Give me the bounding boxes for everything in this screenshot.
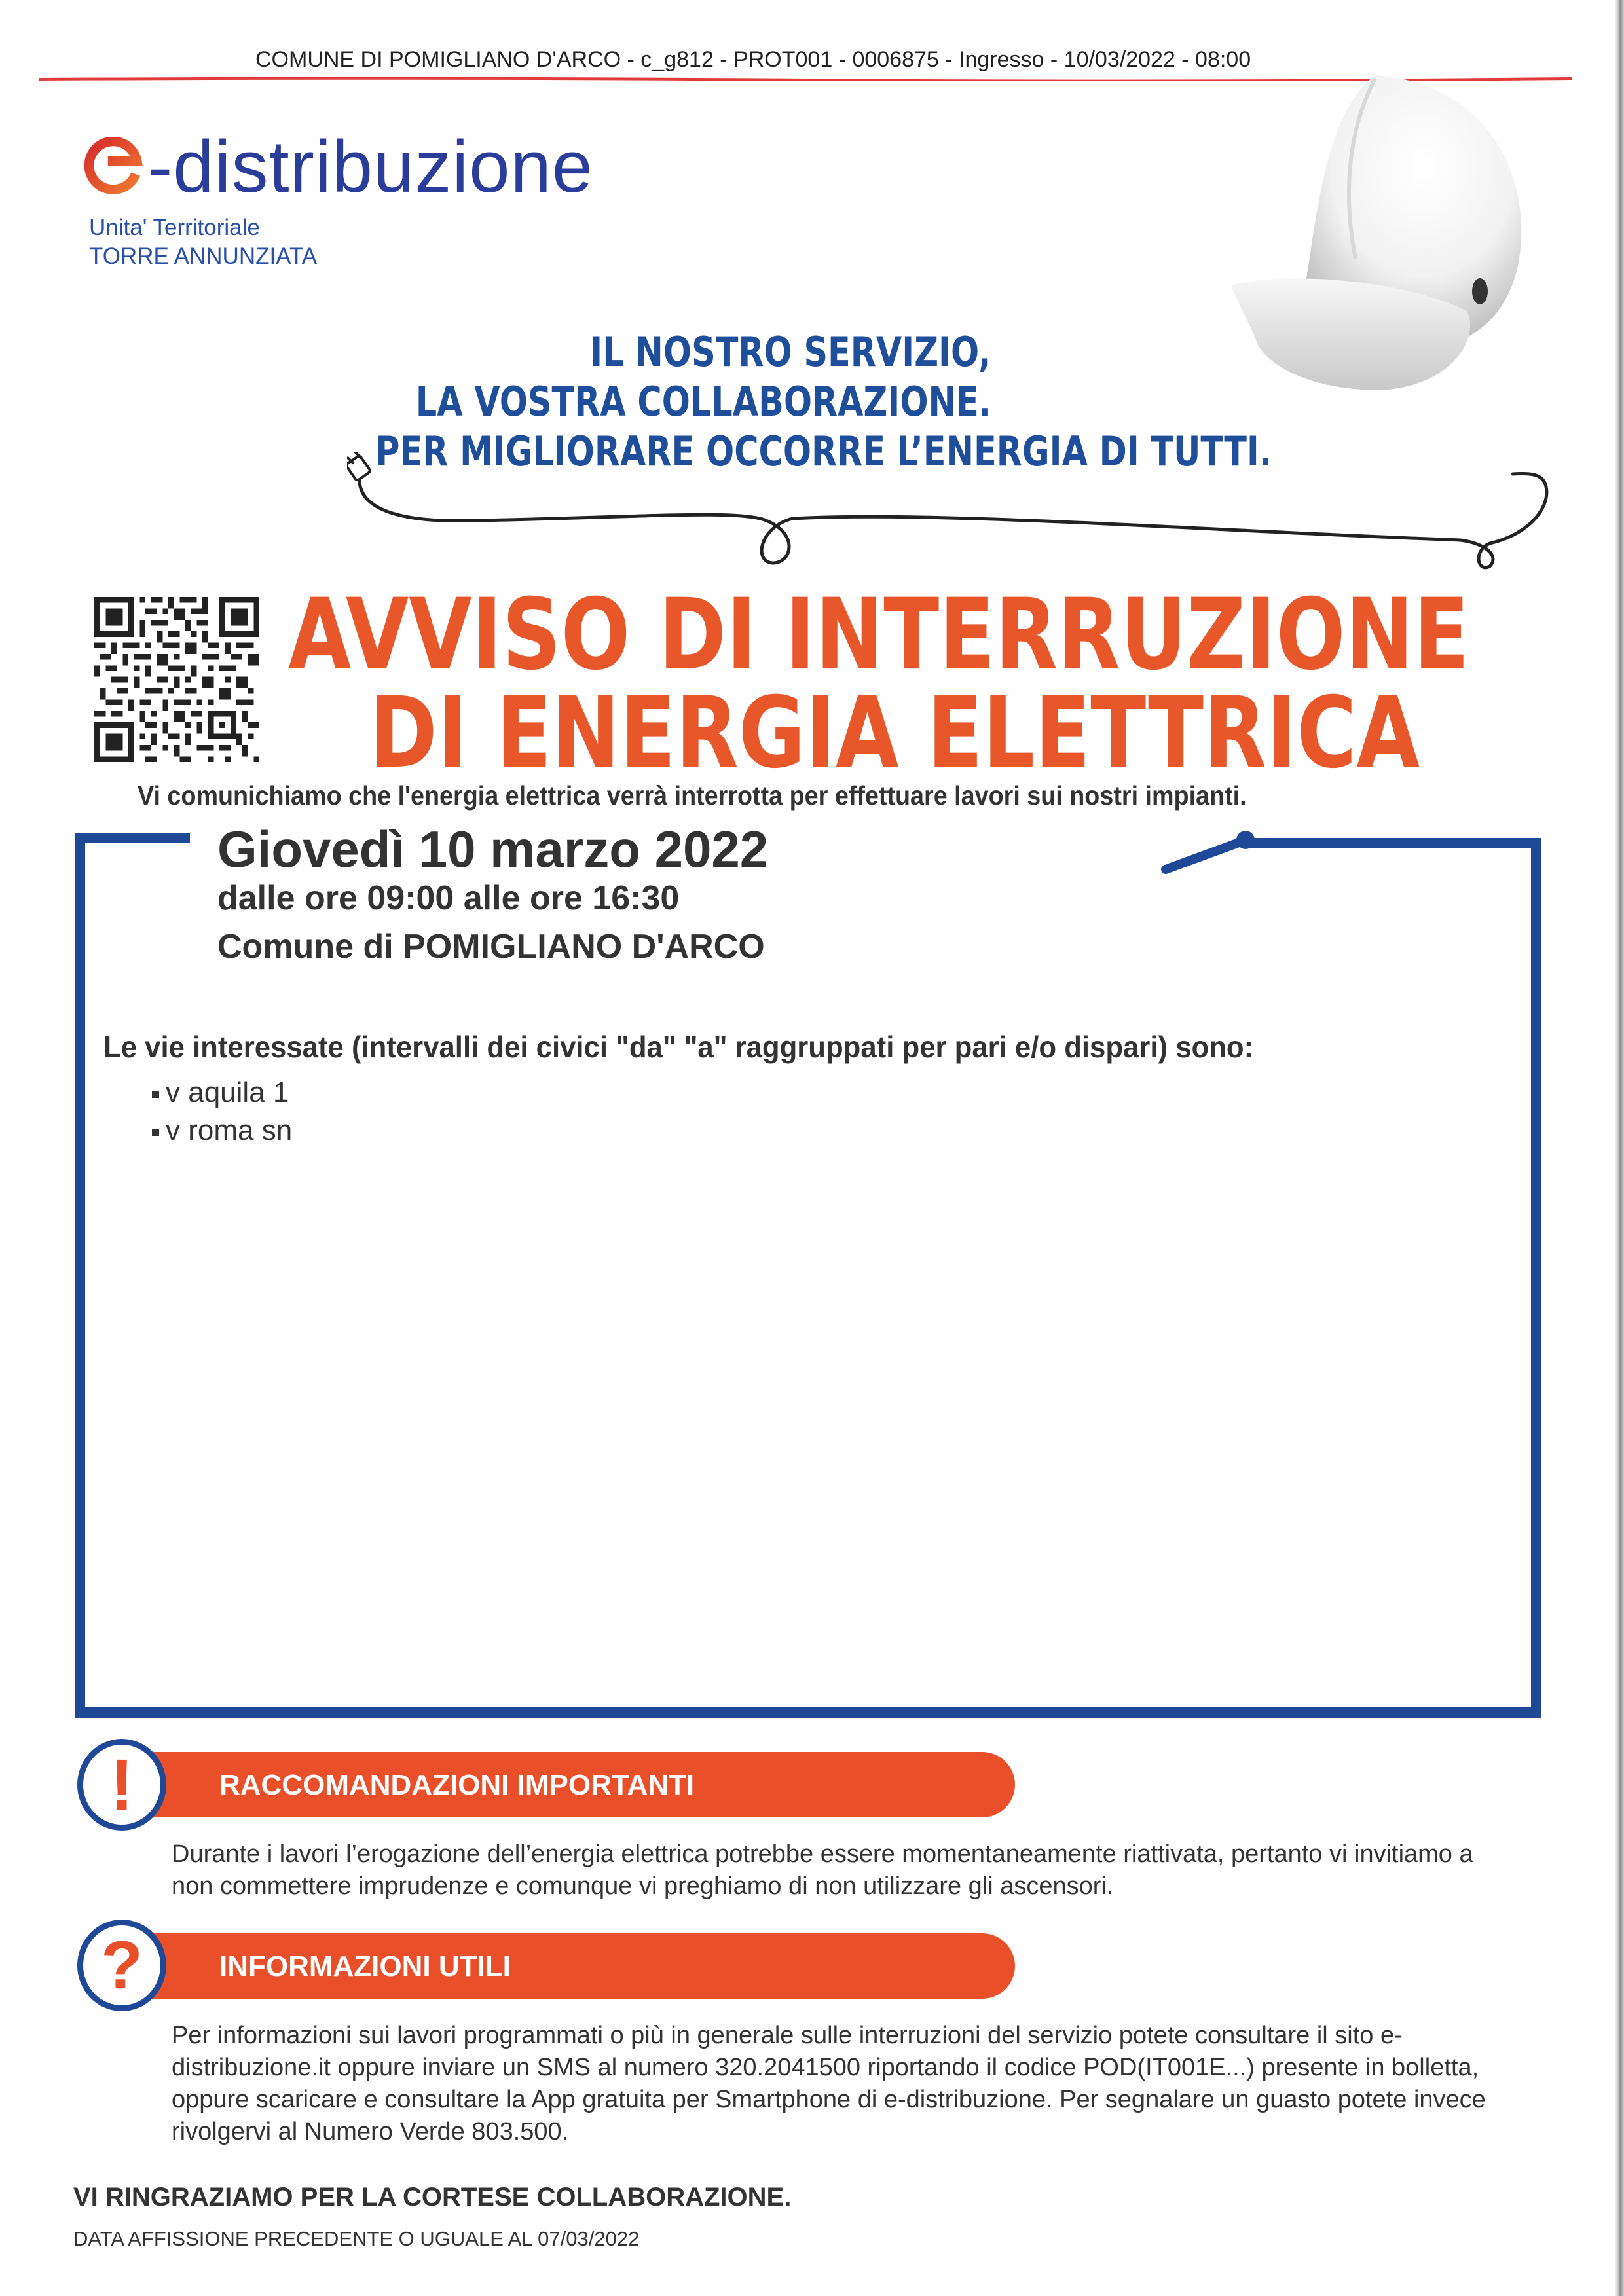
useful-info-banner [144,1933,1015,1999]
qr-code-icon[interactable] [94,597,259,762]
territorial-unit [89,213,317,271]
thanks-message: VI RINGRAZIAMO PER LA CORTESE COLLABORAZIONE. [73,2183,792,2212]
notice-intro: Vi comunichiamo che l'energia elettrica verrà interrotta per effettuare lavori sui nostri impianti. [138,780,1247,811]
frame-top-right-border [1244,838,1541,848]
street-name: v roma sn [166,1114,293,1146]
switch-lever-icon [1159,830,1264,876]
e-logo-icon [84,137,144,197]
outage-hours: dalle ore 09:00 alle ore 16:30 [217,879,680,917]
street-name: v aquila 1 [166,1076,289,1108]
recommendations-title: RACCOMANDAZIONI IMPORTANTI [219,1769,695,1801]
question-icon: ? [77,1920,166,2011]
frame-top-left-border [75,833,190,843]
streets-label: Le vie interessate (intervalli dei civici "da" "a" raggruppati per pari e/o dispari) sono: [103,1030,1254,1064]
streets-list [152,1074,292,1150]
unit-name: TORRE ANNUNZIATA [89,244,318,269]
slogan-line-1: IL NOSTRO SERVIZIO, [590,328,991,376]
recommendations-body: Durante i lavori l’erogazione dell’energia elettrica potrebbe essere momentaneamente riattivata, pertanto vi invitiamo a non commettere imprudenze e comunque vi preghiamo di non utilizzare gli ascensori. [172,1840,1473,1900]
title-line-2: DI ENERGIA ELETTRICA [369,676,1420,790]
bullet-icon [152,1091,159,1098]
power-cord-icon [347,452,1565,570]
e-distribuzione-logo [84,124,593,210]
unit-label: Unita' Territoriale [89,215,260,240]
street-item [152,1074,292,1112]
useful-info-body: Per informazioni sui lavori programmati o più in generale sulle interruzioni del servizio potete consultare il sito e-distribuzione.it oppure inviare un SMS al numero 320.2041500 riportando il codice POD(IT001E...) presente in bolletta, oppure scaricare e consultare la App gratuita per Smartphone di e-distribuzione. Per segnalare un guasto potete invece rivolgervi al Numero Verde 803.500. [172,2022,1486,2145]
street-item [152,1112,292,1150]
scanned-page-edge [1615,0,1624,2296]
frame-bottom-border [75,1707,1541,1718]
slogan-line-3: PER MIGLIORARE OCCORRE L’ENERGIA DI TUTTI. [375,428,1272,475]
slogan-line-2: LA VOSTRA COLLABORAZIONE. [415,378,992,426]
bullet-icon [152,1129,159,1136]
notice-title [288,578,1469,790]
frame-left-border [75,833,85,1717]
recommendations-banner [144,1752,1015,1817]
outage-municipality: Comune di POMIGLIANO D'ARCO [217,928,765,966]
frame-right-border [1531,838,1541,1717]
exclamation-icon: ! [77,1739,166,1831]
protocol-stamp: COMUNE DI POMIGLIANO D'ARCO - c_g812 - PROT001 - 0006875 - Ingresso - 10/03/2022 - 08:00 [255,47,1251,72]
logo-wordmark: -distribuzione [148,126,594,208]
outage-date: Giovedì 10 marzo 2022 [217,820,769,878]
useful-info-title: INFORMAZIONI UTILI [219,1950,511,1982]
posting-date: DATA AFFISSIONE PRECEDENTE O UGUALE AL 07/03/2022 [73,2227,640,2250]
title-line-1: AVVISO DI INTERRUZIONE [288,578,1469,692]
